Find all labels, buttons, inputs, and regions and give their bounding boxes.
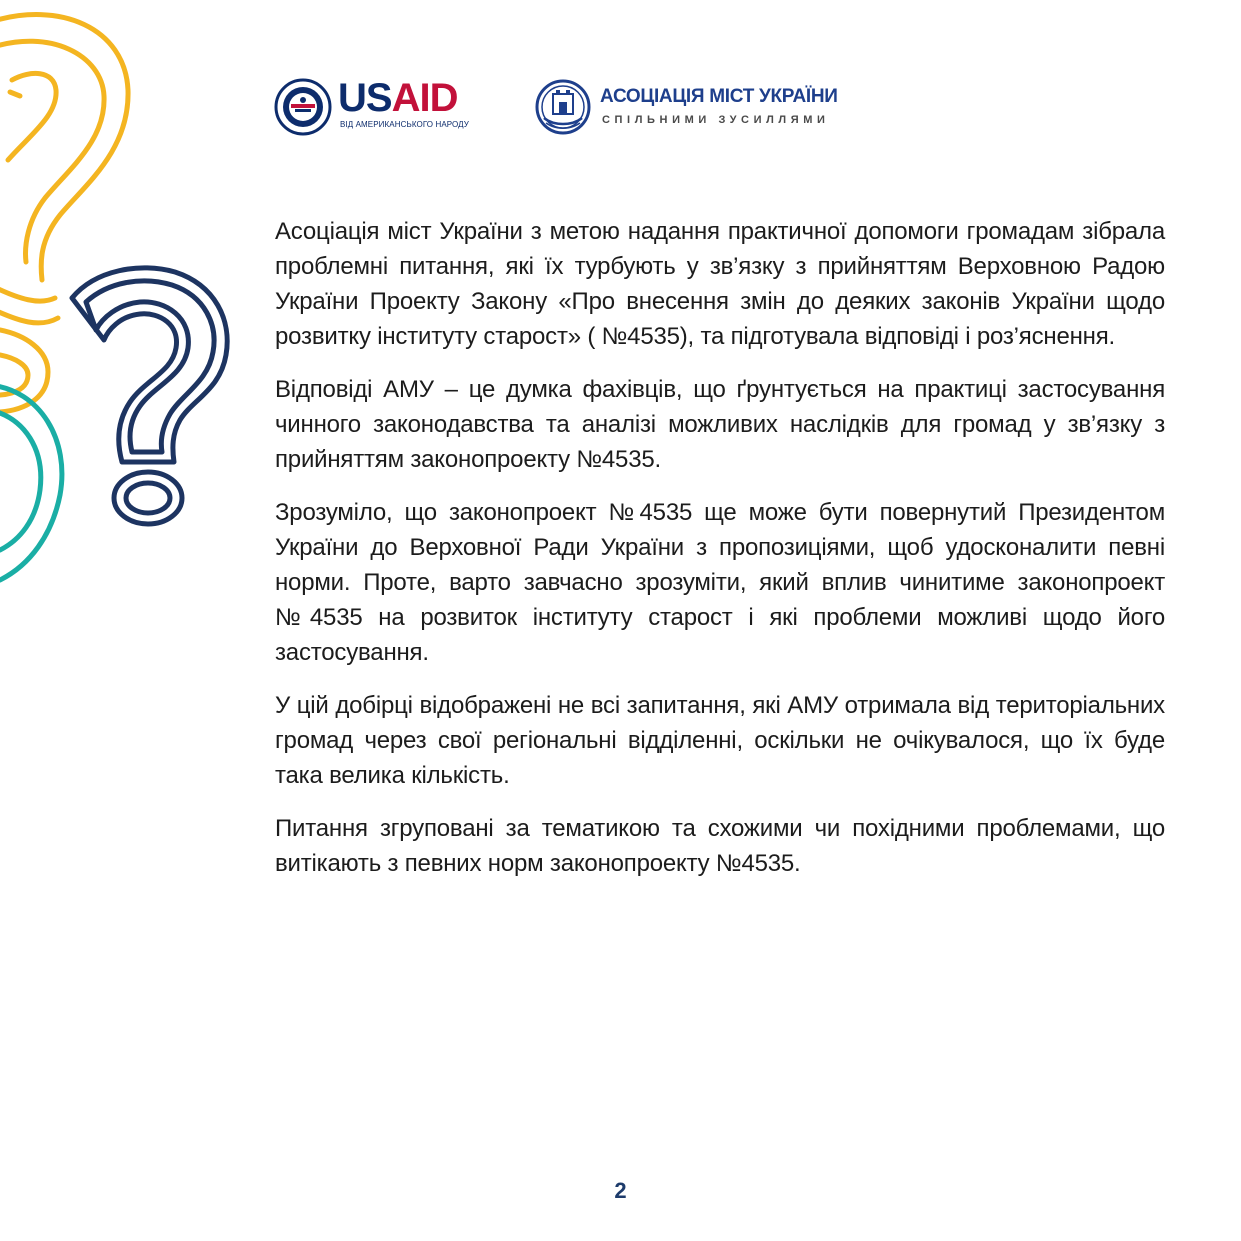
paragraph-intro: Асоціація міст України з метою надання практичної допомоги громадам зібрала проблемні питання, які їх турбують у зв’язку з прийняттям Верховною Радою України Проекту Закону «Про внесення змін до деяких законів України щодо розвитку інституту старост» ( №4535), та підготувала відповіді і роз’яснення. xyxy=(275,218,1165,350)
usaid-aid-text: AID xyxy=(391,76,458,120)
usaid-logo xyxy=(272,76,487,138)
partner-logos xyxy=(272,76,872,138)
navy-question-mark-icon xyxy=(72,268,227,524)
teal-arc-icon xyxy=(0,385,62,580)
paragraph-president: Зрозуміло, що законопроект №4535 ще може бути повернутий Президентом України до Верховної Ради України з пропозиціями, щоб удосконалити певні норми. Проте, варто завчасно зрозуміти, який вплив чинитиме законопроект №4535 на розвиток інституту старост і які проблеми можливі щодо його застосування. xyxy=(275,499,1165,666)
amu-title: АСОЦІАЦІЯ МІСТ УКРАЇНИ xyxy=(600,86,838,107)
decorative-question-marks xyxy=(0,0,260,620)
amu-subtitle: СПІЛЬНИМИ ЗУСИЛЛЯМИ xyxy=(602,114,830,126)
paragraph-answers: Відповіді АМУ – це думка фахівців, що ґрунтується на практиці застосування чинного законодавства та аналізі можливих наслідків для громад у зв’язку з прийняттям законопроекту №4535. xyxy=(275,376,1165,473)
body-text xyxy=(275,214,1165,899)
yellow-question-mark-icon xyxy=(0,15,128,412)
amu-emblem-icon xyxy=(534,78,592,136)
paragraph-grouping: Питання згруповані за тематикою та схожими чи похідними проблемами, що витікають з певних норм законопроекту №4535. xyxy=(275,815,1165,877)
usaid-seal-icon xyxy=(274,78,332,136)
usaid-tagline: ВІД АМЕРИКАНСЬКОГО НАРОДУ xyxy=(340,120,469,129)
page-number: 2 xyxy=(614,1178,627,1203)
usaid-us-text: US xyxy=(338,76,392,120)
amu-logo xyxy=(534,76,864,138)
paragraph-collection: У цій добірці відображені не всі запитання, які АМУ отримала від територіальних громад через свої регіональні відділенні, оскільки не очікувалося, що їх буде така велика кількість. xyxy=(275,692,1165,789)
usaid-wordmark xyxy=(338,78,457,118)
